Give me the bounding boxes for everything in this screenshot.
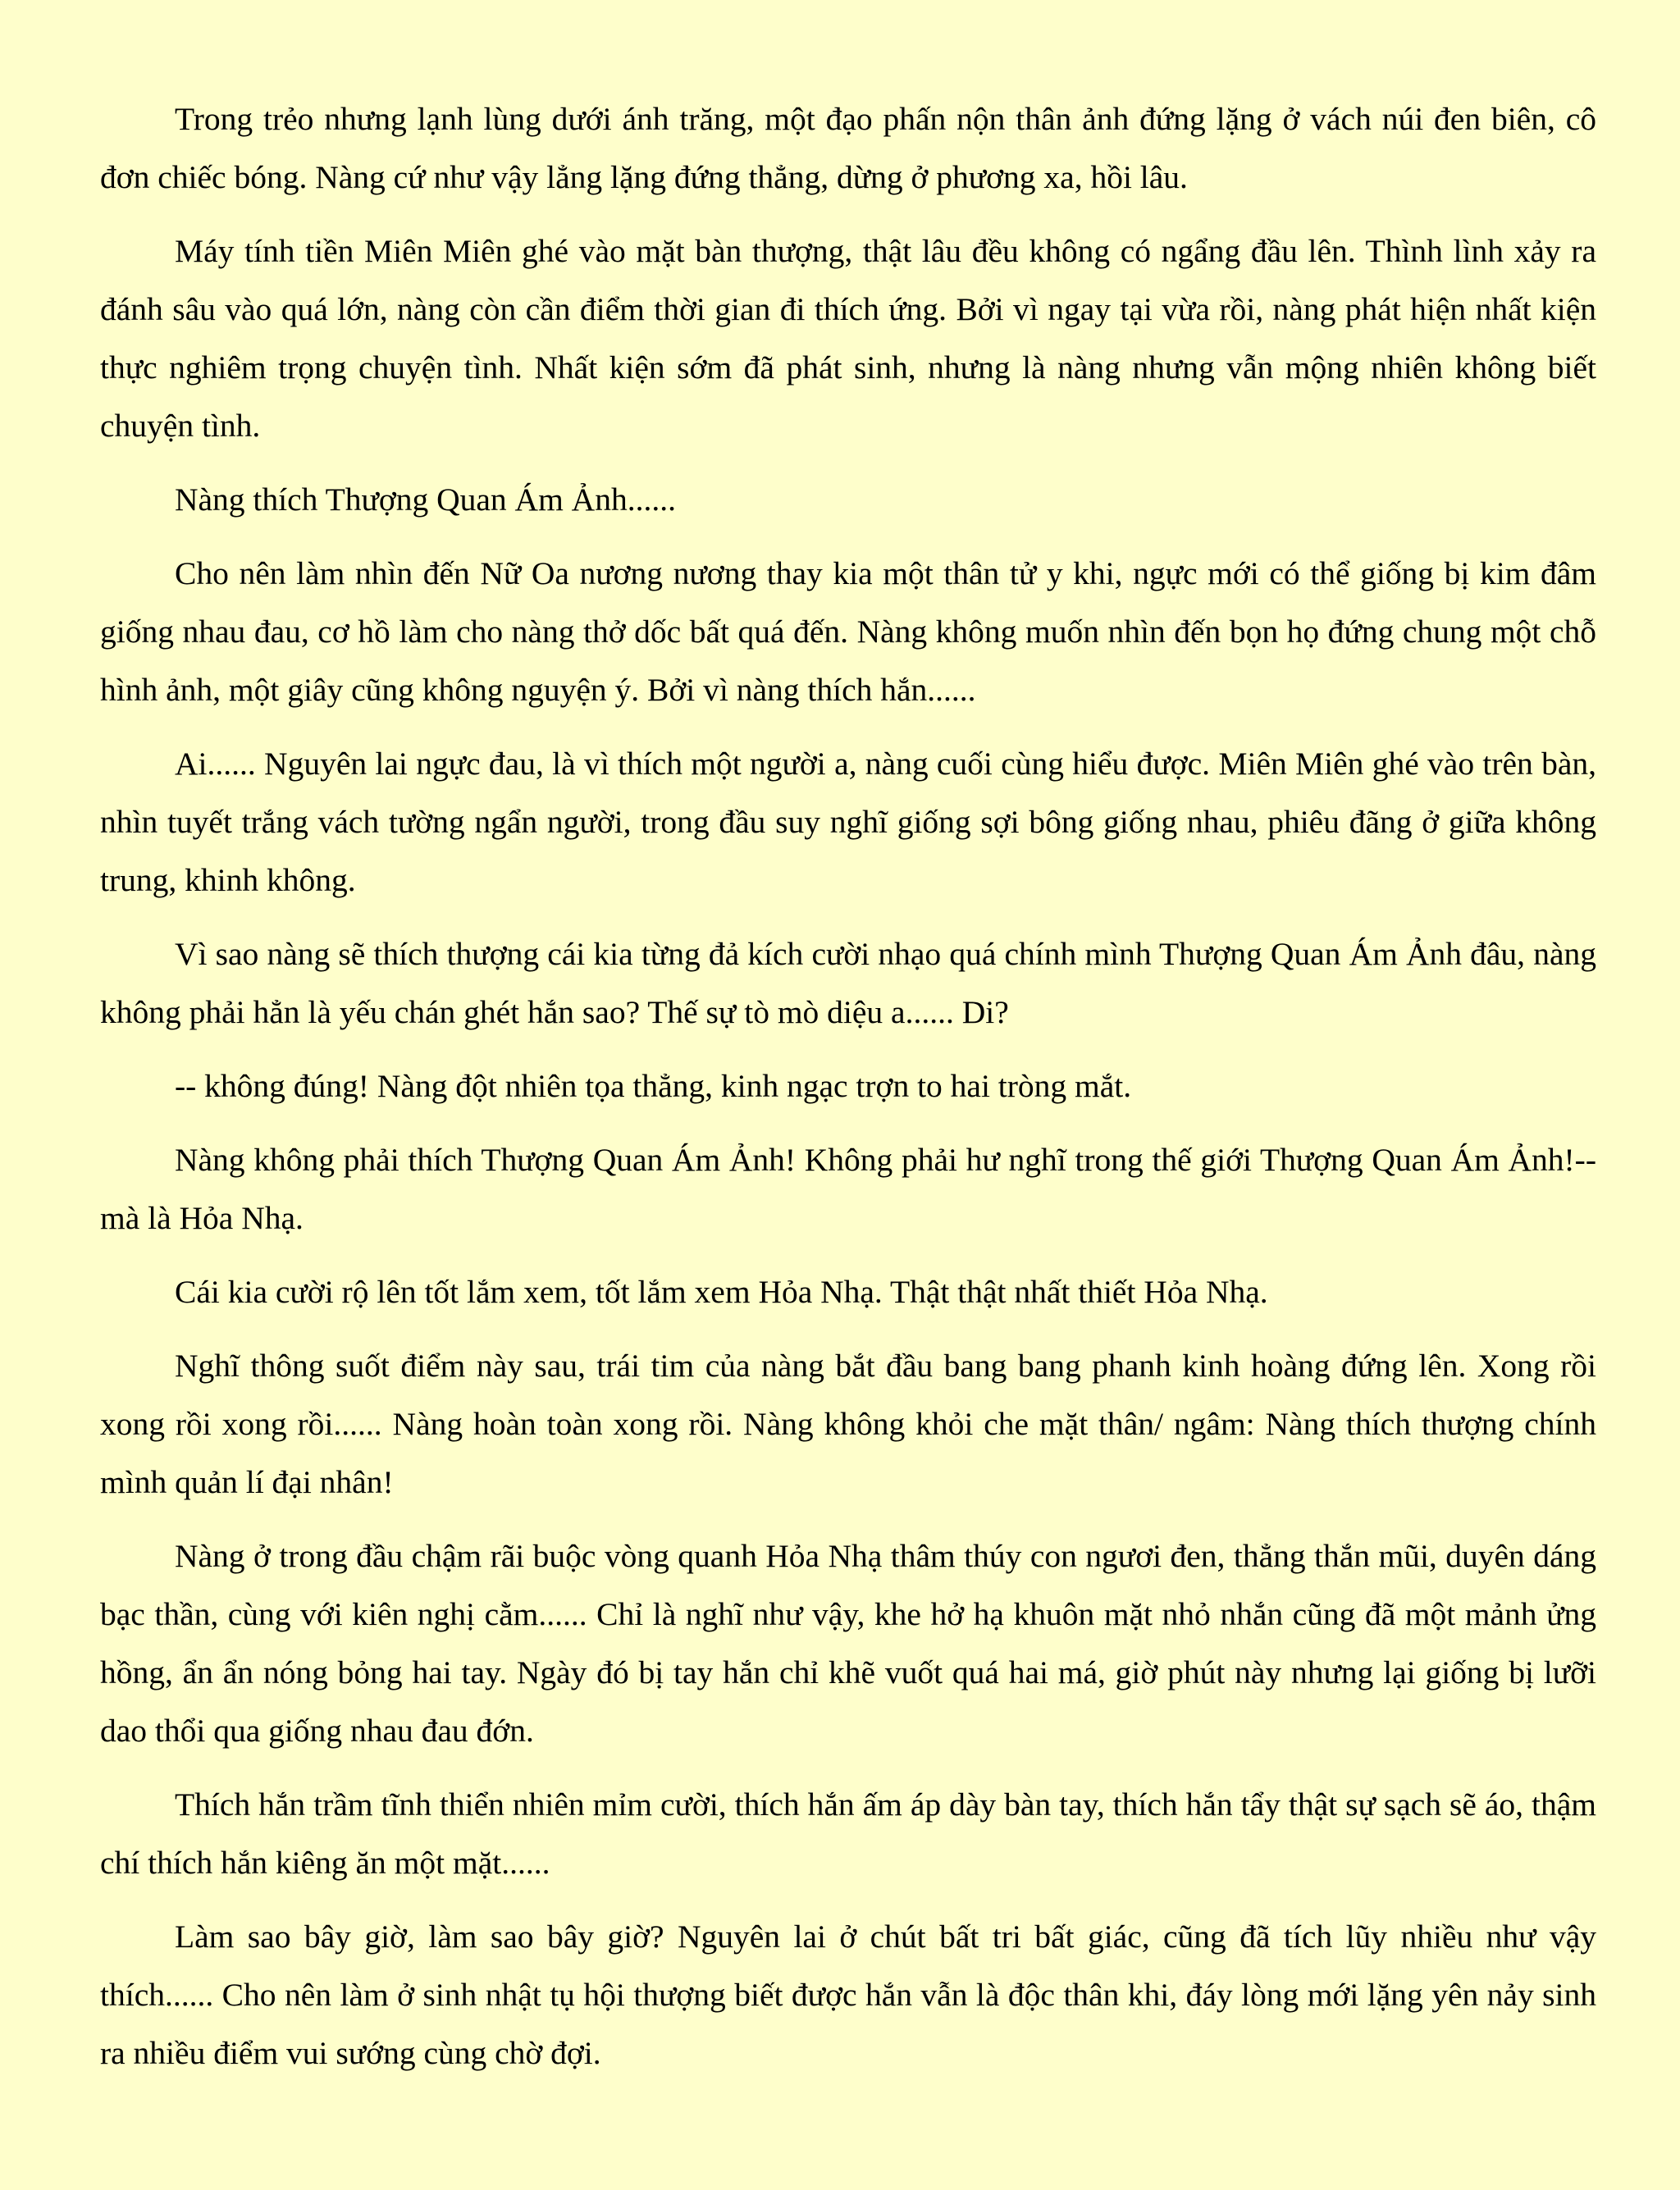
paragraph-3: Nàng thích Thượng Quan Ám Ảnh......: [175, 481, 676, 518]
paragraph-10: Nghĩ thông suốt điểm này sau, trái tim của nàng bắt đầu bang bang phanh kinh hoàng đứng lên. Xong rồi xong rồi xong rồi...... Nàng hoàn toàn xong rồi. Nàng không khỏi che mặt thân/ ngâm: Nàng thích thượng chính mình quản lí đại nhân!: [100, 1348, 1596, 1500]
paragraph-2: Máy tính tiền Miên Miên ghé vào mặt bàn thượng, thật lâu đều không có ngẩng đầu lên. Thình lình xảy ra đánh sâu vào quá lớn, nàng còn cần điểm thời gian đi thích ứng. Bởi vì ngay tại vừa rồi, nàng phát hiện nhất kiện thực nghiêm trọng chuyện tình. Nhất kiện sớm đã phát sinh, nhưng là nàng nhưng vẫn mộng nhiên không biết chuyện tình.: [100, 233, 1596, 444]
paragraph-1: Trong trẻo nhưng lạnh lùng dưới ánh trăng, một đạo phấn nộn thân ảnh đứng lặng ở vách núi đen biên, cô đơn chiếc bóng. Nàng cứ như vậy lẳng lặng đứng thẳng, dừng ở phương xa, hồi lâu.: [100, 101, 1596, 195]
paragraph-7: -- không đúng! Nàng đột nhiên tọa thẳng, kinh ngạc trợn to hai tròng mắt.: [175, 1068, 1132, 1104]
paragraph-4: Cho nên làm nhìn đến Nữ Oa nương nương thay kia một thân tử y khi, ngực mới có thể giống bị kim đâm giống nhau đau, cơ hồ làm cho nàng thở dốc bất quá đến. Nàng không muốn nhìn đến bọn họ đứng chung một chỗ hình ảnh, một giây cũng không nguyện ý. Bởi vì nàng thích hắn......: [100, 555, 1596, 708]
paragraph-12: Thích hắn trầm tĩnh thiển nhiên mỉm cười, thích hắn ấm áp dày bàn tay, thích hắn tẩy thật sự sạch sẽ áo, thậm chí thích hắn kiêng ăn một mặt......: [100, 1786, 1596, 1881]
document-body: [100, 90, 1596, 2083]
paragraph-9: Cái kia cười rộ lên tốt lắm xem, tốt lắm xem Hỏa Nhạ. Thật thật nhất thiết Hỏa Nhạ.: [175, 1274, 1268, 1310]
paragraph-11: Nàng ở trong đầu chậm rãi buộc vòng quanh Hỏa Nhạ thâm thúy con ngươi đen, thẳng thắn mũi, duyên dáng bạc thần, cùng với kiên nghị cằm...... Chỉ là nghĩ như vậy, khe hở hạ khuôn mặt nhỏ nhắn cũng đã một mảnh ửng hồng, ẩn ẩn nóng bỏng hai tay. Ngày đó bị tay hắn chỉ khẽ vuốt quá hai má, giờ phút này nhưng lại giống bị lưỡi dao thổi qua giống nhau đau đớn.: [100, 1538, 1596, 1749]
paragraph-5: Ai...... Nguyên lai ngực đau, là vì thích một người a, nàng cuối cùng hiểu được. Miên Miên ghé vào trên bàn, nhìn tuyết trắng vách tường ngẩn người, trong đầu suy nghĩ giống sợi bông giống nhau, phiêu đãng ở giữa không trung, khinh không.: [100, 746, 1596, 898]
paragraph-6: Vì sao nàng sẽ thích thượng cái kia từng đả kích cười nhạo quá chính mình Thượng Quan Ám Ảnh đâu, nàng không phải hẳn là yếu chán ghét hắn sao? Thế sự tò mò diệu a...... Di?: [100, 936, 1596, 1030]
paragraph-13: Làm sao bây giờ, làm sao bây giờ? Nguyên lai ở chút bất tri bất giác, cũng đã tích lũy nhiều như vậy thích...... Cho nên làm ở sinh nhật tụ hội thượng biết được hắn vẫn là độc thân khi, đáy lòng mới lặng yên nảy sinh ra nhiều điểm vui sướng cùng chờ đợi.: [100, 1919, 1596, 2071]
paragraph-8: Nàng không phải thích Thượng Quan Ám Ảnh! Không phải hư nghĩ trong thế giới Thượng Quan Ám Ảnh!-- mà là Hỏa Nhạ.: [100, 1142, 1596, 1236]
